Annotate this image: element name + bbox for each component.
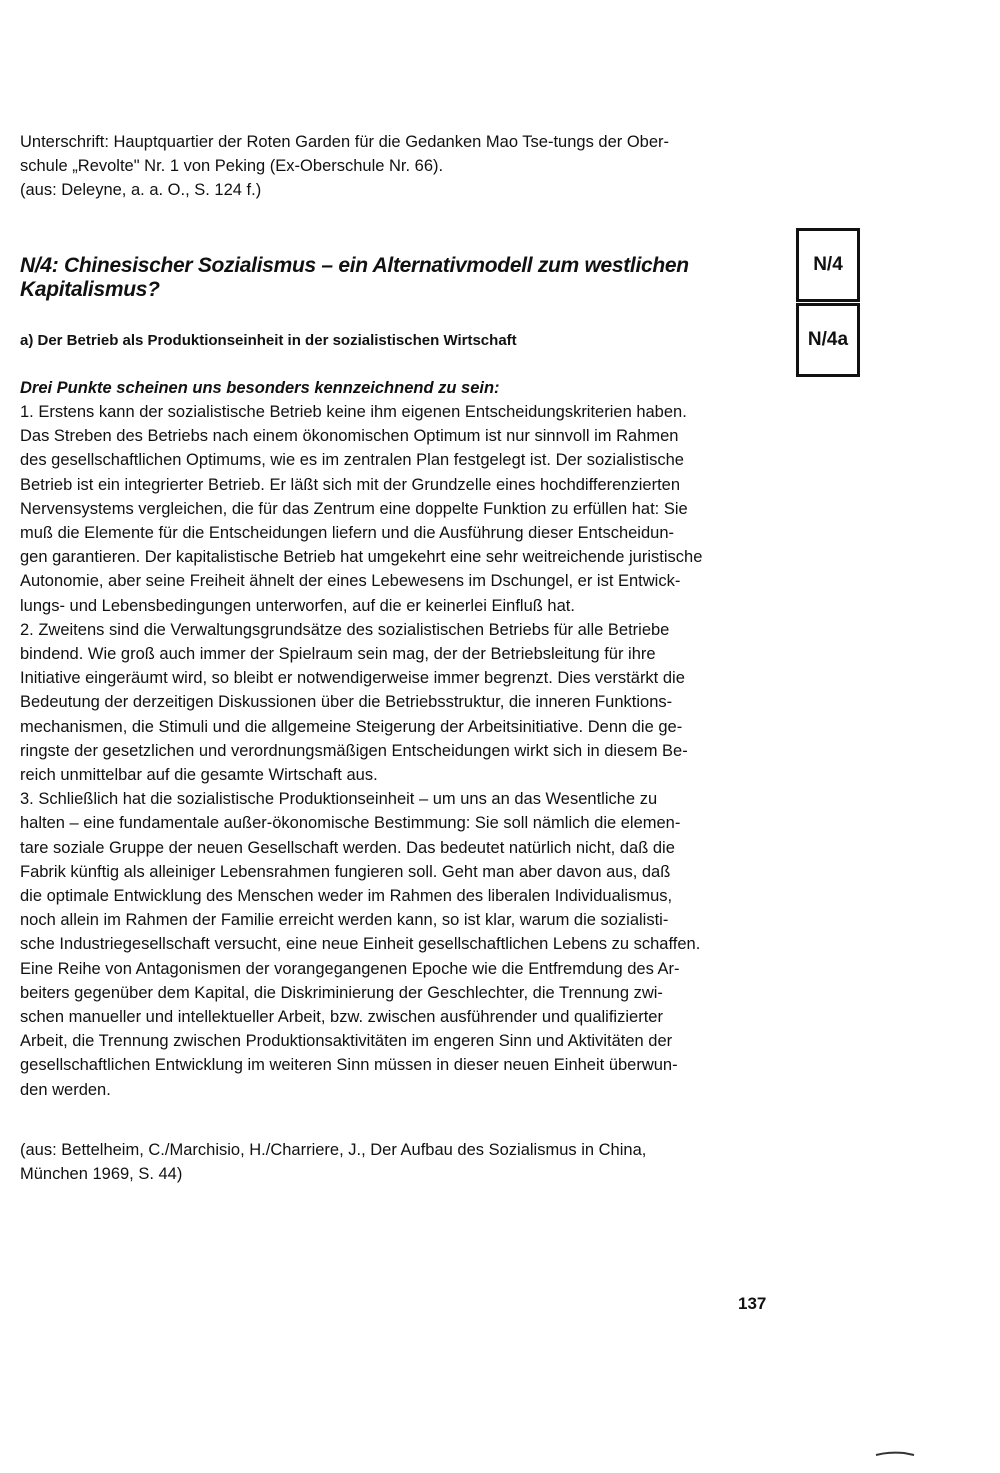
body-line: schen manueller und intellektueller Arbeit, bzw. zwischen ausführender und qualifizierter	[20, 1008, 663, 1027]
body-line: muß die Elemente für die Entscheidungen liefern und die Ausführung dieser Entscheidun-	[20, 524, 674, 543]
source-citation	[20, 1138, 780, 1186]
body-line: reich unmittelbar auf die gesamte Wirtschaft aus.	[20, 766, 378, 785]
section-heading	[20, 254, 720, 302]
subsection-code-box	[796, 303, 860, 377]
heading-line: Kapitalismus?	[20, 278, 160, 301]
page-number: 137	[738, 1294, 767, 1313]
image-caption	[20, 130, 780, 202]
body-line: Das Streben des Betriebs nach einem ökonomischen Optimum ist nur sinnvoll im Rahmen	[20, 427, 679, 446]
body-line: tare soziale Gruppe der neuen Gesellschaft werden. Das bedeutet natürlich nicht, daß die	[20, 838, 675, 857]
intro-sentence: Drei Punkte scheinen uns besonders kennzeichnend zu sein:	[20, 379, 500, 397]
heading-line: N/4: Chinesischer Sozialismus – ein Alternativmodell zum westlichen	[20, 254, 689, 277]
body-line: die optimale Entwicklung des Menschen weder im Rahmen des liberalen Individualismus,	[20, 887, 673, 906]
body-line: Autonomie, aber seine Freiheit ähnelt der eines Lebewesens im Dschungel, er ist Entwick-	[20, 572, 681, 591]
body-line: halten – eine fundamentale außer-ökonomische Bestimmung: Sie soll nämlich die elemen-	[20, 814, 681, 833]
body-line: Fabrik künftig als alleiniger Lebensrahmen fungieren soll. Geht man aber davon aus, daß	[20, 862, 671, 881]
body-line: 2. Zweitens sind die Verwaltungsgrundsätze des sozialistischen Betriebs für alle Betriebe	[20, 620, 670, 639]
body-line: lungs- und Lebensbedingungen unterworfen, auf die er keinerlei Einfluß hat.	[20, 596, 575, 615]
body-line: 3. Schließlich hat die sozialistische Produktionseinheit – um uns an das Wesentliche zu	[20, 790, 658, 809]
body-line: Bedeutung der derzeitigen Diskussionen über die Betriebsstruktur, die inneren Funktions-	[20, 693, 673, 712]
caption-source-line: (aus: Deleyne, a. a. O., S. 124 f.)	[20, 181, 262, 199]
body-line: mechanismen, die Stimuli und die allgemeine Steigerung der Arbeitsinitiative. Denn die ge-	[20, 717, 683, 736]
body-line: noch allein im Rahmen der Familie erreicht werden kann, so ist klar, warum die sozialisti-	[20, 911, 669, 930]
source-line: München 1969, S. 44)	[20, 1165, 183, 1183]
body-line: 1. Erstens kann der sozialistische Betrieb keine ihm eigenen Entscheidungskriterien haben.	[20, 403, 687, 421]
caption-line: Unterschrift: Hauptquartier der Roten Garden für die Gedanken Mao Tse-tungs der Ober-	[20, 133, 670, 151]
body-line: sche Industriegesellschaft versucht, eine neue Einheit gesellschaftlichen Lebens zu schaffen.	[20, 935, 701, 954]
section-code-box	[796, 228, 860, 302]
scan-artifact-mark	[874, 1449, 916, 1457]
subsection-code-label: N/4a	[807, 329, 849, 350]
subsection-heading: a) Der Betrieb als Produktionseinheit in der sozialistischen Wirtschaft	[20, 332, 517, 349]
body-line: Nervensystems vergleichen, die für das Zentrum eine doppelte Funktion zu erfüllen hat: Sie	[20, 499, 688, 518]
body-text	[20, 400, 780, 1102]
body-line: Eine Reihe von Antagonismen der vorangegangenen Epoche wie die Entfremdung des Ar-	[20, 959, 680, 978]
source-line: (aus: Bettelheim, C./Marchisio, H./Charriere, J., Der Aufbau des Sozialismus in China,	[20, 1141, 647, 1159]
body-line: beiters gegenüber dem Kapital, die Diskriminierung der Geschlechter, die Trennung zwi-	[20, 983, 663, 1002]
body-line: gen garantieren. Der kapitalistische Betrieb hat umgekehrt eine sehr weitreichende juristische	[20, 548, 703, 567]
body-line: bindend. Wie groß auch immer der Spielraum sein mag, der der Betriebsleitung für ihre	[20, 645, 656, 664]
body-line: gesellschaftlichen Entwicklung im weiteren Sinn müssen in dieser neuen Einheit überwun-	[20, 1056, 678, 1075]
body-line: den werden.	[20, 1080, 111, 1099]
body-line: ringste der gesetzlichen und verordnungsmäßigen Entscheidungen wirkt sich in diesem Be-	[20, 741, 688, 760]
caption-line: schule „Revolte" Nr. 1 von Peking (Ex-Oberschule Nr. 66).	[20, 157, 444, 175]
body-line: Initiative eingeräumt wird, so bleibt er notwendigerweise immer begrenzt. Dies verstärkt die	[20, 669, 685, 688]
body-line: des gesellschaftlichen Optimums, wie es im zentralen Plan festgelegt ist. Der sozialistische	[20, 451, 684, 470]
body-line: Arbeit, die Trennung zwischen Produktionsaktivitäten im engeren Sinn und Aktivitäten der	[20, 1032, 673, 1051]
section-code-label: N/4	[813, 254, 843, 275]
body-line: Betrieb ist ein integrierter Betrieb. Er läßt sich mit der Grundzelle eines hochdifferenzierten	[20, 475, 681, 494]
